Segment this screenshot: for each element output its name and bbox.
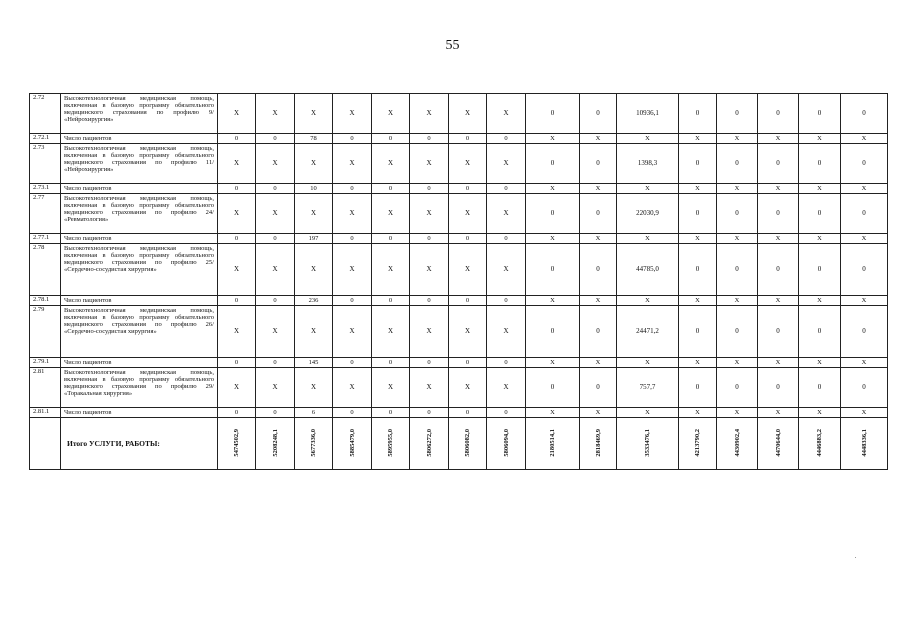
- value-cell: 0: [256, 296, 295, 306]
- value-cell: X: [218, 144, 256, 184]
- row-description: Высокотехнологичная медицинская помощь, включенная в базовую программу обязательного медицинского страхования по профилю 29/ «Торакальная хирургия»: [61, 368, 218, 408]
- value-cell: 0: [218, 234, 256, 244]
- row-description: Высокотехнологичная медицинская помощь, включенная в базовую программу обязательного медицинского страхования по профилю 25/ «Сердечно-сосудистая хирургия»: [61, 244, 218, 296]
- value-cell: X: [799, 296, 841, 306]
- value-cell: X: [218, 368, 256, 408]
- total-value: 2818469,9: [594, 428, 602, 457]
- value-cell: X: [372, 144, 410, 184]
- row-code: 2.78.1: [30, 296, 61, 306]
- value-cell: X: [799, 358, 841, 368]
- total-value: 4448336,1: [860, 428, 868, 457]
- value-cell: 757,7: [617, 368, 679, 408]
- value-cell: 0: [256, 234, 295, 244]
- value-cell: 0: [449, 234, 487, 244]
- value-cell: 0: [218, 408, 256, 418]
- total-value: 5806272,0: [425, 428, 433, 457]
- value-cell: 0: [758, 306, 799, 358]
- value-cell: X: [526, 184, 580, 194]
- value-cell: X: [580, 184, 617, 194]
- value-cell: X: [758, 408, 799, 418]
- value-cell: 24471,2: [617, 306, 679, 358]
- total-value-cell: [799, 418, 841, 470]
- value-cell: X: [449, 306, 487, 358]
- total-value: 5806094,0: [502, 428, 510, 457]
- value-cell: X: [410, 144, 449, 184]
- row-code: 2.73.1: [30, 184, 61, 194]
- value-cell: 0: [333, 134, 372, 144]
- row-code: 2.79: [30, 306, 61, 358]
- value-cell: X: [372, 244, 410, 296]
- value-cell: X: [679, 234, 717, 244]
- value-cell: X: [410, 94, 449, 134]
- value-cell: 0: [487, 408, 526, 418]
- value-cell: X: [372, 94, 410, 134]
- value-cell: 0: [580, 306, 617, 358]
- total-value: 3533476,1: [644, 428, 651, 457]
- value-cell: 0: [841, 368, 888, 408]
- value-cell: 0: [717, 94, 758, 134]
- value-cell: 6: [295, 408, 333, 418]
- value-cell: X: [256, 194, 295, 234]
- value-cell: X: [526, 408, 580, 418]
- total-value: 5895955,0: [387, 428, 394, 457]
- value-cell: X: [256, 144, 295, 184]
- value-cell: 0: [410, 234, 449, 244]
- value-cell: X: [256, 94, 295, 134]
- service-row: [30, 368, 888, 408]
- total-value-cell: [333, 418, 372, 470]
- value-cell: X: [218, 306, 256, 358]
- value-cell: 197: [295, 234, 333, 244]
- value-cell: X: [717, 296, 758, 306]
- patients-row: [30, 134, 888, 144]
- value-cell: 0: [758, 368, 799, 408]
- value-cell: X: [218, 194, 256, 234]
- value-cell: X: [295, 144, 333, 184]
- value-cell: 1398,3: [617, 144, 679, 184]
- service-row: [30, 306, 888, 358]
- value-cell: X: [487, 244, 526, 296]
- value-cell: 0: [218, 134, 256, 144]
- value-cell: 0: [679, 194, 717, 234]
- value-cell: X: [410, 244, 449, 296]
- value-cell: X: [679, 134, 717, 144]
- value-cell: X: [410, 194, 449, 234]
- value-cell: X: [758, 184, 799, 194]
- value-cell: 10936,1: [617, 94, 679, 134]
- total-value: 5677336,0: [310, 428, 317, 457]
- row-code: 2.81: [30, 368, 61, 408]
- total-row: [30, 418, 888, 470]
- value-cell: X: [333, 94, 372, 134]
- total-value-cell: [617, 418, 679, 470]
- value-cell: 0: [487, 358, 526, 368]
- value-cell: 0: [256, 184, 295, 194]
- value-cell: X: [717, 234, 758, 244]
- service-row: [30, 94, 888, 134]
- value-cell: 0: [256, 358, 295, 368]
- value-cell: 0: [580, 144, 617, 184]
- value-cell: X: [526, 358, 580, 368]
- value-cell: 0: [218, 296, 256, 306]
- value-cell: 0: [799, 194, 841, 234]
- value-cell: 145: [295, 358, 333, 368]
- value-cell: 0: [526, 144, 580, 184]
- value-cell: X: [218, 94, 256, 134]
- value-cell: X: [295, 194, 333, 234]
- total-value-cell: [449, 418, 487, 470]
- row-code: 2.72: [30, 94, 61, 134]
- value-cell: 0: [799, 94, 841, 134]
- value-cell: 0: [256, 134, 295, 144]
- value-cell: 10: [295, 184, 333, 194]
- row-description: Высокотехнологичная медицинская помощь, включенная в базовую программу обязательного медицинского страхования по профилю 26/ «Сердечно-сосудистая хирургия»: [61, 306, 218, 358]
- row-description: Число пациентов: [61, 134, 218, 144]
- value-cell: 0: [717, 194, 758, 234]
- value-cell: X: [679, 358, 717, 368]
- total-value: 4446883,2: [816, 428, 823, 457]
- value-cell: X: [580, 296, 617, 306]
- value-cell: X: [295, 368, 333, 408]
- value-cell: 0: [449, 408, 487, 418]
- value-cell: X: [717, 408, 758, 418]
- value-cell: X: [841, 296, 888, 306]
- total-value: 4213790,2: [694, 428, 701, 457]
- total-value-cell: [410, 418, 449, 470]
- value-cell: 0: [717, 306, 758, 358]
- row-code: 2.72.1: [30, 134, 61, 144]
- value-cell: 0: [526, 368, 580, 408]
- value-cell: 78: [295, 134, 333, 144]
- patients-row: [30, 234, 888, 244]
- value-cell: X: [295, 94, 333, 134]
- value-cell: 0: [372, 134, 410, 144]
- value-cell: X: [617, 134, 679, 144]
- value-cell: X: [617, 358, 679, 368]
- value-cell: 0: [449, 358, 487, 368]
- value-cell: X: [679, 296, 717, 306]
- row-description: Число пациентов: [61, 408, 218, 418]
- value-cell: X: [333, 144, 372, 184]
- value-cell: X: [372, 194, 410, 234]
- value-cell: 0: [487, 234, 526, 244]
- total-value-cell: [580, 418, 617, 470]
- value-cell: X: [679, 408, 717, 418]
- value-cell: 0: [679, 368, 717, 408]
- value-cell: X: [410, 368, 449, 408]
- value-cell: 0: [333, 296, 372, 306]
- total-value-cell: [487, 418, 526, 470]
- patients-row: [30, 358, 888, 368]
- value-cell: 0: [449, 184, 487, 194]
- value-cell: X: [799, 408, 841, 418]
- value-cell: X: [841, 408, 888, 418]
- value-cell: 0: [799, 368, 841, 408]
- value-cell: 0: [526, 244, 580, 296]
- row-description: Число пациентов: [61, 296, 218, 306]
- total-value-cell: [218, 418, 256, 470]
- value-cell: X: [758, 234, 799, 244]
- value-cell: X: [717, 358, 758, 368]
- value-cell: 0: [410, 134, 449, 144]
- value-cell: 0: [449, 134, 487, 144]
- total-value-cell: [758, 418, 799, 470]
- value-cell: X: [617, 234, 679, 244]
- value-cell: 0: [799, 144, 841, 184]
- value-cell: X: [449, 194, 487, 234]
- value-cell: 0: [333, 408, 372, 418]
- value-cell: 0: [372, 358, 410, 368]
- scan-speck: [855, 557, 856, 558]
- value-cell: 0: [841, 244, 888, 296]
- page-number: 55: [445, 38, 460, 53]
- value-cell: 0: [410, 296, 449, 306]
- total-value: 5885479,0: [348, 428, 356, 457]
- value-cell: X: [449, 94, 487, 134]
- row-description: Число пациентов: [61, 234, 218, 244]
- total-value: 5474502,9: [233, 428, 240, 457]
- value-cell: X: [487, 306, 526, 358]
- value-cell: 0: [410, 184, 449, 194]
- row-code: 2.78: [30, 244, 61, 296]
- value-cell: X: [717, 184, 758, 194]
- value-cell: X: [717, 134, 758, 144]
- value-cell: 0: [679, 244, 717, 296]
- value-cell: X: [526, 134, 580, 144]
- value-cell: 0: [333, 234, 372, 244]
- value-cell: 0: [580, 94, 617, 134]
- value-cell: 0: [758, 194, 799, 234]
- value-cell: 0: [799, 244, 841, 296]
- value-cell: X: [758, 296, 799, 306]
- value-cell: 0: [372, 296, 410, 306]
- value-cell: X: [295, 244, 333, 296]
- value-cell: X: [487, 194, 526, 234]
- value-cell: X: [617, 184, 679, 194]
- value-cell: X: [526, 296, 580, 306]
- value-cell: 0: [799, 306, 841, 358]
- row-code: 2.77: [30, 194, 61, 234]
- row-description: Высокотехнологичная медицинская помощь, включенная в базовую программу обязательного медицинского страхования по профилю 9/ «Нейрохирургия»: [61, 94, 218, 134]
- service-row: [30, 144, 888, 184]
- value-cell: X: [617, 296, 679, 306]
- value-cell: X: [256, 244, 295, 296]
- value-cell: X: [580, 134, 617, 144]
- total-value-cell: [679, 418, 717, 470]
- value-cell: 0: [526, 94, 580, 134]
- value-cell: X: [487, 94, 526, 134]
- total-value: 4430902,4: [733, 428, 741, 457]
- value-cell: 0: [526, 194, 580, 234]
- value-cell: 0: [580, 194, 617, 234]
- value-cell: 0: [717, 368, 758, 408]
- value-cell: X: [799, 134, 841, 144]
- value-cell: X: [487, 144, 526, 184]
- value-cell: X: [580, 358, 617, 368]
- total-label: Итого УСЛУГИ, РАБОТЫ:: [61, 418, 218, 470]
- value-cell: X: [758, 358, 799, 368]
- value-cell: 0: [717, 244, 758, 296]
- value-cell: 236: [295, 296, 333, 306]
- service-row: [30, 194, 888, 234]
- value-cell: X: [256, 368, 295, 408]
- value-cell: 0: [580, 244, 617, 296]
- value-cell: X: [841, 234, 888, 244]
- value-cell: 0: [717, 144, 758, 184]
- value-cell: 0: [410, 358, 449, 368]
- total-value-cell: [372, 418, 410, 470]
- value-cell: X: [333, 306, 372, 358]
- row-code: 2.77.1: [30, 234, 61, 244]
- value-cell: 0: [256, 408, 295, 418]
- value-cell: 0: [449, 296, 487, 306]
- value-cell: 0: [841, 194, 888, 234]
- value-cell: 0: [410, 408, 449, 418]
- total-value: 5806082,0: [464, 428, 471, 457]
- value-cell: 0: [526, 306, 580, 358]
- service-row: [30, 244, 888, 296]
- value-cell: 0: [841, 144, 888, 184]
- value-cell: 0: [841, 94, 888, 134]
- value-cell: X: [487, 368, 526, 408]
- value-cell: X: [841, 134, 888, 144]
- total-value-cell: [256, 418, 295, 470]
- value-cell: 0: [333, 358, 372, 368]
- value-cell: X: [580, 234, 617, 244]
- value-cell: 0: [580, 368, 617, 408]
- patients-row: [30, 184, 888, 194]
- value-cell: X: [841, 184, 888, 194]
- value-cell: X: [580, 408, 617, 418]
- row-description: Высокотехнологичная медицинская помощь, включенная в базовую программу обязательного медицинского страхования по профилю 24/ «Ревматология»: [61, 194, 218, 234]
- value-cell: X: [295, 306, 333, 358]
- total-value-cell: [841, 418, 888, 470]
- value-cell: 0: [372, 408, 410, 418]
- value-cell: X: [333, 244, 372, 296]
- value-cell: X: [449, 368, 487, 408]
- value-cell: X: [841, 358, 888, 368]
- value-cell: 0: [372, 234, 410, 244]
- value-cell: 0: [758, 94, 799, 134]
- total-code-cell: [30, 418, 61, 470]
- value-cell: 0: [487, 184, 526, 194]
- value-cell: X: [799, 184, 841, 194]
- value-cell: 0: [487, 296, 526, 306]
- value-cell: X: [333, 194, 372, 234]
- row-description: Число пациентов: [61, 358, 218, 368]
- total-value-cell: [717, 418, 758, 470]
- value-cell: 44785,0: [617, 244, 679, 296]
- value-cell: 0: [841, 306, 888, 358]
- value-cell: X: [526, 234, 580, 244]
- total-value-cell: [295, 418, 333, 470]
- row-description: Число пациентов: [61, 184, 218, 194]
- value-cell: X: [256, 306, 295, 358]
- value-cell: 0: [372, 184, 410, 194]
- patients-row: [30, 408, 888, 418]
- total-value: 4470644,0: [774, 428, 782, 457]
- row-code: 2.73: [30, 144, 61, 184]
- value-cell: X: [617, 408, 679, 418]
- value-cell: 22030,9: [617, 194, 679, 234]
- budget-table: [29, 93, 888, 470]
- value-cell: 0: [758, 244, 799, 296]
- row-description: Высокотехнологичная медицинская помощь, включенная в базовую программу обязательного медицинского страхования по профилю 11/ «Нейрохирургия»: [61, 144, 218, 184]
- value-cell: X: [449, 144, 487, 184]
- value-cell: 0: [218, 358, 256, 368]
- value-cell: 0: [333, 184, 372, 194]
- total-value-cell: [526, 418, 580, 470]
- value-cell: 0: [679, 144, 717, 184]
- value-cell: X: [679, 184, 717, 194]
- value-cell: X: [410, 306, 449, 358]
- patients-row: [30, 296, 888, 306]
- total-value: 2180514,1: [549, 428, 556, 457]
- value-cell: 0: [487, 134, 526, 144]
- value-cell: X: [218, 244, 256, 296]
- value-cell: X: [758, 134, 799, 144]
- row-code: 2.81.1: [30, 408, 61, 418]
- value-cell: X: [333, 368, 372, 408]
- row-code: 2.79.1: [30, 358, 61, 368]
- value-cell: X: [372, 306, 410, 358]
- total-value: 5208248,1: [271, 428, 279, 457]
- value-cell: X: [799, 234, 841, 244]
- value-cell: 0: [218, 184, 256, 194]
- value-cell: 0: [679, 306, 717, 358]
- value-cell: 0: [679, 94, 717, 134]
- value-cell: X: [449, 244, 487, 296]
- value-cell: 0: [758, 144, 799, 184]
- value-cell: X: [372, 368, 410, 408]
